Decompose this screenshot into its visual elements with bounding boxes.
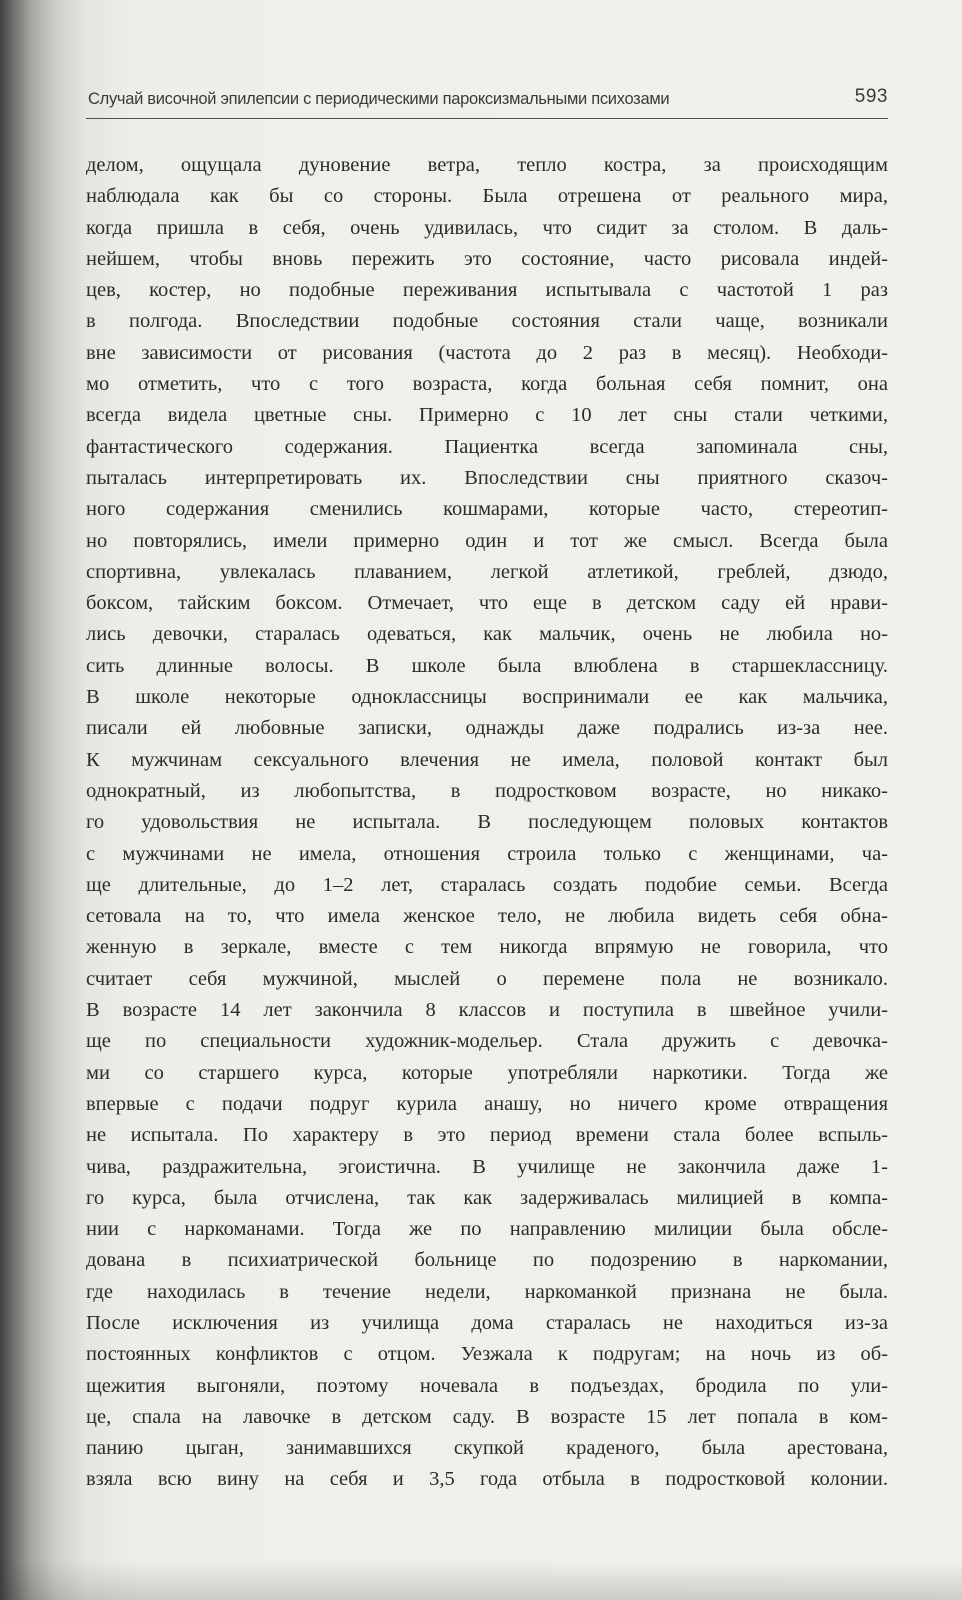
running-title: Случай височной эпилепсии с периодическими пароксизмальными психозами xyxy=(88,90,670,108)
text-line: К мужчинам сексуального влечения не имела, половой контакт был xyxy=(86,748,888,771)
text-line: впервые с подачи подруг курила анашу, но ничего кроме отвращения xyxy=(86,1092,888,1115)
text-line: го курса, была отчислена, так как задерживалась милицией в компа- xyxy=(86,1186,888,1209)
text-line: с мужчинами не имела, отношения строила только с женщинами, ча- xyxy=(86,842,888,865)
page-shadow xyxy=(0,1560,962,1600)
text-line: постоянных конфликтов с отцом. Уезжала к подругам; на ночь из об- xyxy=(86,1343,888,1366)
text-line: ми со старшего курса, которые употребляли наркотики. Тогда же xyxy=(86,1061,888,1084)
text-line: ще по специальности художник-модельер. Стала дружить с девочка- xyxy=(86,1030,888,1053)
text-line: боксом, тайским боксом. Отмечает, что еще в детском саду ей нрави- xyxy=(86,592,888,615)
text-line: После исключения из училища дома старалась не находиться из-за xyxy=(86,1311,888,1334)
running-header xyxy=(86,86,888,116)
text-line: ного содержания сменились кошмарами, которые часто, стереотип- xyxy=(86,498,888,521)
text-line: женную в зеркале, вместе с тем никогда впрямую не говорила, что xyxy=(86,936,888,959)
text-line: го удовольствия не испытала. В последующем половых контактов xyxy=(86,811,888,834)
text-line: всегда видела цветные сны. Примерно с 10 лет сны стали четкими, xyxy=(86,404,888,427)
text-line: наблюдала как бы со стороны. Была отрешена от реального мира, xyxy=(86,185,888,208)
text-line: нии с наркоманами. Тогда же по направлению милиции была обсле- xyxy=(86,1218,888,1241)
text-line: лись девочки, старалась одеваться, как мальчик, очень не любила но- xyxy=(86,623,888,646)
text-line: цев, костер, но подобные переживания испытывала с частотой 1 раз xyxy=(86,279,888,302)
text-line: в полгода. Впоследствии подобные состояния стали чаще, возникали xyxy=(86,310,888,333)
text-line: сетовала на то, что имела женское тело, не любила видеть себя обна- xyxy=(86,905,888,928)
text-line: нейшем, чтобы вновь пережить это состояние, часто рисовала индей- xyxy=(86,247,888,270)
text-line: считает себя мужчиной, мыслей о перемене пола не возникало. xyxy=(86,967,888,990)
text-line: щежития выгоняли, поэтому ночевала в подъездах, бродила по ули- xyxy=(86,1374,888,1397)
text-line: когда пришла в себя, очень удивилась, что сидит за столом. В даль- xyxy=(86,216,888,239)
text-line: мо отметить, что с того возраста, когда больная себя помнит, она xyxy=(86,373,888,396)
text-line: писали ей любовные записки, однажды даже подрались из-за нее. xyxy=(86,717,888,740)
text-line: взяла всю вину на себя и 3,5 года отбыла в подростковой колонии. xyxy=(86,1468,888,1491)
text-line: но повторялись, имели примерно один и тот же смысл. Всегда была xyxy=(86,529,888,552)
text-line: В возрасте 14 лет закончила 8 классов и поступила в швейное учили- xyxy=(86,999,888,1022)
header-rule xyxy=(86,118,888,119)
text-line: пыталась интерпретировать их. Впоследствии сны приятного сказоч- xyxy=(86,466,888,489)
text-line: дована в психиатрической больнице по подозрению в наркомании, xyxy=(86,1249,888,1272)
text-line: делом, ощущала дуновение ветра, тепло костра, за происходящим xyxy=(86,154,888,176)
text-line: вне зависимости от рисования (частота до 2 раз в месяц). Необходи- xyxy=(86,341,888,364)
text-line: В школе некоторые одноклассницы воспринимали ее как мальчика, xyxy=(86,686,888,709)
text-line: ще длительные, до 1–2 лет, старалась создать подобие семьи. Всегда xyxy=(86,873,888,896)
text-line: чива, раздражительна, эгоистична. В училище не закончила даже 1- xyxy=(86,1155,888,1178)
text-line: фантастического содержания. Пациентка всегда запоминала сны, xyxy=(86,435,888,458)
page-number: 593 xyxy=(854,86,888,107)
text-line: однократный, из любопытства, в подростковом возрасте, но никако- xyxy=(86,779,888,802)
text-line: сить длинные волосы. В школе была влюблена в старшеклассницу. xyxy=(86,654,888,677)
text-line: где находилась в течение недели, наркоманкой признана не была. xyxy=(86,1280,888,1303)
text-line: панию цыган, занимавшихся скупкой краденого, была арестована, xyxy=(86,1437,888,1460)
text-line: спортивна, увлекалась плаванием, легкой атлетикой, греблей, дзюдо, xyxy=(86,560,888,583)
body-text xyxy=(86,150,888,1496)
text-line: не испытала. По характеру в это период времени стала более вспыль- xyxy=(86,1124,888,1147)
text-line: це, спала на лавочке в детском саду. В возрасте 15 лет попала в ком- xyxy=(86,1405,888,1428)
